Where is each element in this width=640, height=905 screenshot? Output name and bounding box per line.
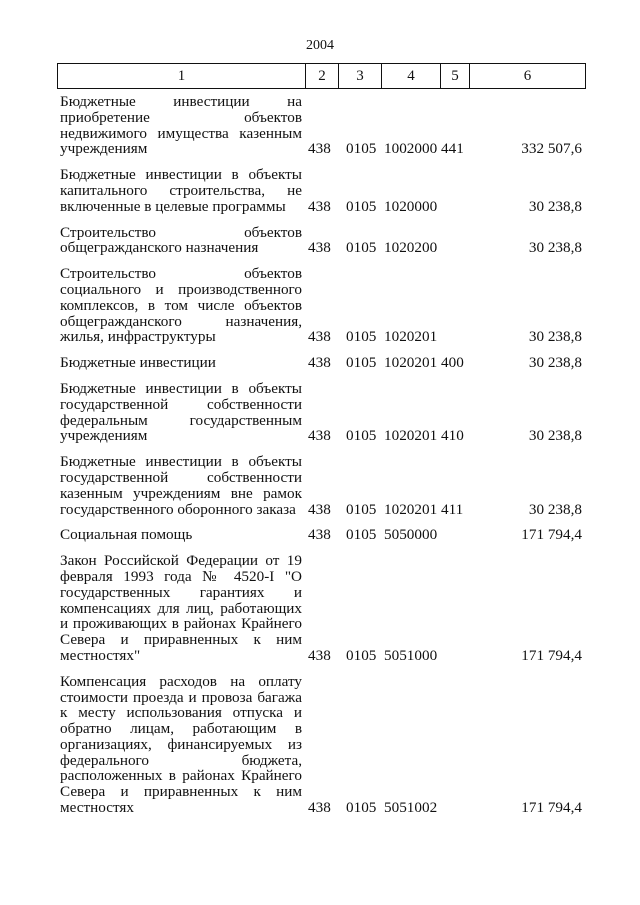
expense-type-code: 410	[441, 427, 464, 445]
row-name: Социальная помощь	[60, 526, 193, 544]
target-code: 1020201	[384, 427, 438, 445]
row-name: Бюджетные инвестиции на приобретение объектов недвижимого имущества казенным учреждениям	[60, 93, 302, 158]
target-code: 5051000	[384, 646, 438, 664]
admin-code: 438	[308, 354, 331, 372]
row-name: Строительство объектов социального и производственного комплексов, в том числе объектов общегражданского назначения, жилья, инфраструктуры	[60, 265, 302, 346]
admin-code: 438	[308, 500, 331, 518]
row-name: Компенсация расходов на оплату стоимости проезда и провоза багажа к месту использования отпуска и обратно лицам, работающим в организациях, финансируемых из федерального бюджета, расположенных в районах Крайнего Севера и приравненных к ним местностях	[60, 672, 302, 817]
row-name: Бюджетные инвестиции в объекты государственной собственности федеральным государственным учреждениям	[60, 379, 302, 445]
amount: 30 238,8	[528, 328, 582, 346]
section-code: 0105	[346, 328, 377, 346]
column-header-row	[58, 64, 586, 89]
target-code: 1020201	[384, 328, 438, 346]
target-code: 1020201	[384, 354, 438, 372]
admin-code: 438	[308, 197, 331, 215]
target-code: 5050000	[384, 526, 438, 544]
column-header-table	[57, 63, 586, 89]
column-header-6: 6	[470, 64, 586, 89]
admin-code: 438	[308, 799, 331, 817]
table-row	[0, 225, 640, 257]
target-code: 1020000	[384, 197, 438, 215]
section-code: 0105	[346, 140, 377, 158]
table-row	[0, 674, 640, 816]
table-row	[0, 381, 640, 444]
row-name: Бюджетные инвестиции	[60, 354, 216, 372]
expense-type-code: 441	[441, 140, 464, 158]
column-header-1: 1	[58, 64, 306, 89]
section-code: 0105	[346, 526, 377, 544]
target-code: 1020201	[384, 500, 438, 518]
table-row	[0, 454, 640, 517]
amount: 30 238,8	[528, 500, 582, 518]
admin-code: 438	[308, 239, 331, 257]
section-code: 0105	[346, 354, 377, 372]
admin-code: 438	[308, 526, 331, 544]
column-header-4: 4	[382, 64, 441, 89]
admin-code: 438	[308, 646, 331, 664]
amount: 171 794,4	[521, 646, 582, 664]
section-code: 0105	[346, 799, 377, 817]
admin-code: 438	[308, 328, 331, 346]
section-code: 0105	[346, 500, 377, 518]
table-row	[0, 355, 640, 371]
admin-code: 438	[308, 427, 331, 445]
section-code: 0105	[346, 427, 377, 445]
target-code: 1002000	[384, 140, 438, 158]
table-row	[0, 266, 640, 345]
amount: 171 794,4	[521, 799, 582, 817]
table-row	[0, 167, 640, 214]
amount: 30 238,8	[528, 239, 582, 257]
amount: 30 238,8	[528, 197, 582, 215]
target-code: 5051002	[384, 799, 438, 817]
table-row	[0, 553, 640, 664]
table-row	[0, 94, 640, 157]
row-name: Строительство объектов общегражданского назначения	[60, 223, 302, 257]
column-header-3: 3	[339, 64, 382, 89]
section-code: 0105	[346, 239, 377, 257]
column-header-2: 2	[306, 64, 339, 89]
amount: 30 238,8	[528, 427, 582, 445]
section-code: 0105	[346, 646, 377, 664]
target-code: 1020200	[384, 239, 438, 257]
section-code: 0105	[346, 197, 377, 215]
row-name: Бюджетные инвестиции в объекты капитального строительства, не включенные в целевые программы	[60, 166, 302, 215]
expense-type-code: 411	[441, 500, 464, 518]
amount: 171 794,4	[521, 526, 582, 544]
budget-rows	[0, 94, 640, 826]
page-number: 2004	[306, 38, 334, 53]
row-name: Закон Российской Федерации от 19 февраля 1993 года № 4520-I "О государственных гарантиях и компенсациях для лиц, работающих и проживающих в районах Крайнего Севера и приравненных к ним местностях"	[60, 552, 302, 664]
table-row	[0, 527, 640, 543]
admin-code: 438	[308, 140, 331, 158]
expense-type-code: 400	[441, 354, 464, 372]
row-name: Бюджетные инвестиции в объекты государственной собственности казенным учреждениям вне рамок государственного оборонного заказа	[60, 453, 302, 518]
amount: 332 507,6	[521, 140, 582, 158]
amount: 30 238,8	[528, 354, 582, 372]
column-header-5: 5	[441, 64, 470, 89]
